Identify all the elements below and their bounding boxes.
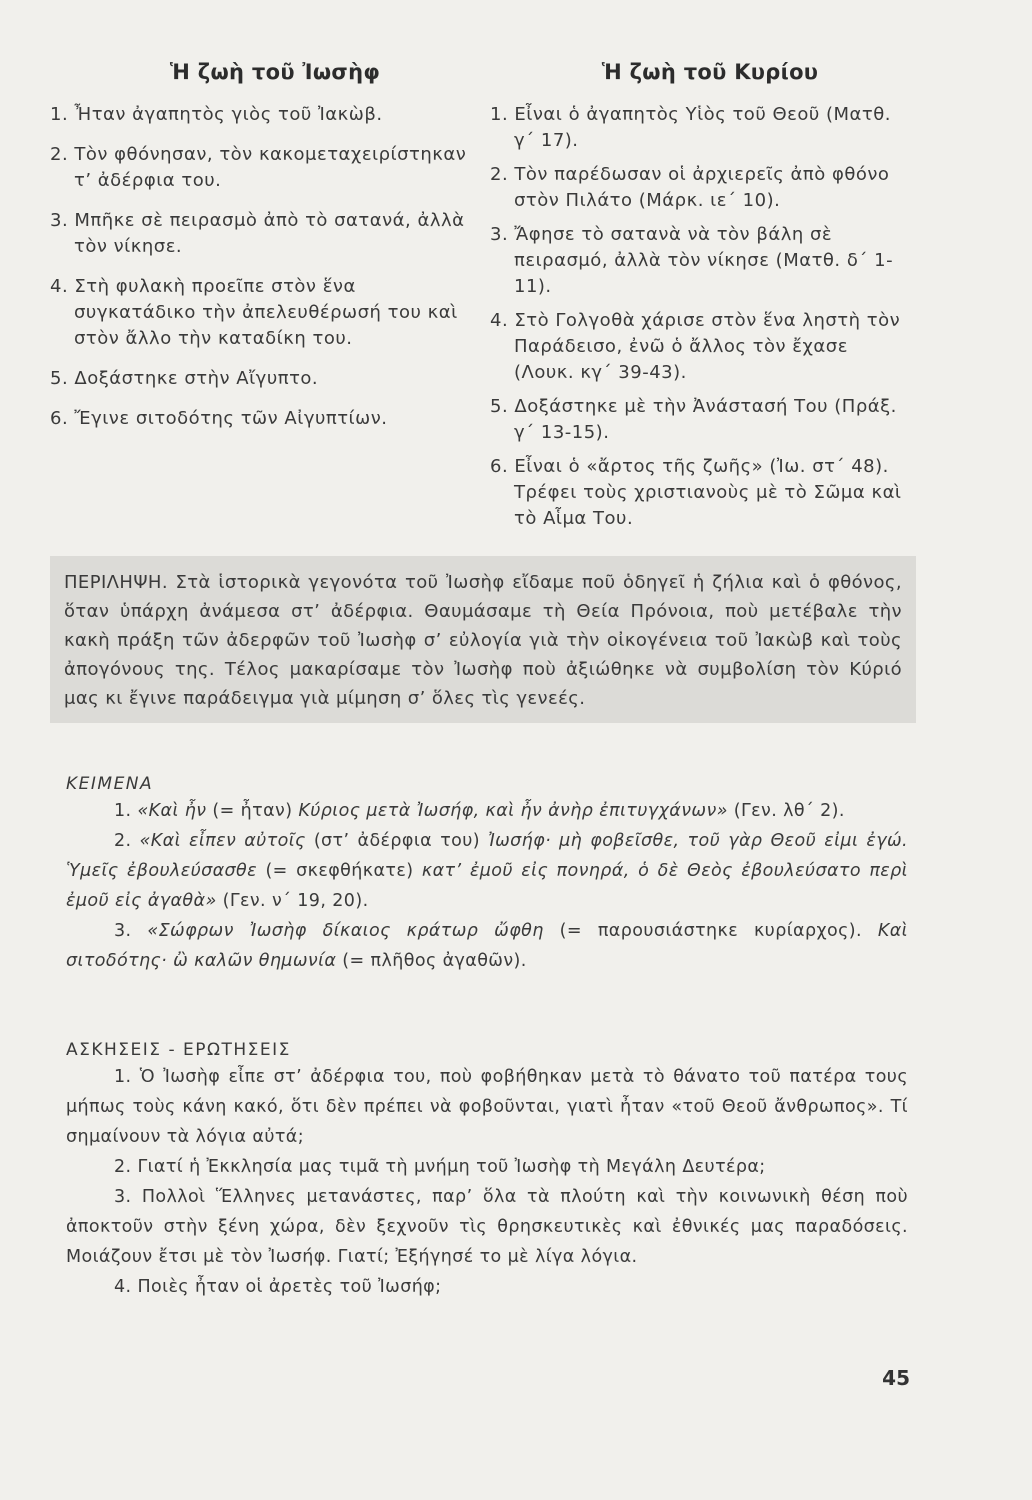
list-item: 3. Ἄφησε τὸ σατανὰ νὰ τὸν βάλη σὲ πειρασμό, ἀλλὰ τὸν νίκησε (Ματθ. δ΄ 1-11). — [490, 224, 894, 297]
lord-life-list — [490, 102, 910, 532]
texts-title: ΚΕΙΜΕΝΑ — [66, 774, 154, 794]
text-quote: Ἰωσήφ· μὴ φοβεῖσθε, τοῦ γὰρ Θεοῦ εἰμι ἐγώ. Ὑμεῖς ἐβουλεύσασθε — [66, 831, 908, 881]
texts-section — [66, 774, 908, 976]
text-gloss: (= πλῆθος ἀγαθῶν). — [336, 951, 527, 971]
text-number: 3. — [114, 921, 132, 941]
text-gloss: (= παρουσιάστηκε κυρίαρχος). — [543, 921, 878, 941]
list-item: 6. Ἔγινε σιτοδότης τῶν Αἰγυπτίων. — [50, 408, 388, 429]
text-item-2 — [66, 826, 908, 916]
list-item: 1. Εἶναι ὁ ἀγαπητὸς Υἱὸς τοῦ Θεοῦ (Ματθ. γ΄ 17). — [490, 104, 891, 151]
text-gloss: (= σκεφθήκατε) — [257, 861, 422, 881]
list-item: 4. Στὴ φυλακὴ προεῖπε στὸν ἕνα συγκατάδικο τὴν ἀπελευθέρωσή του καὶ στὸν ἄλλο τὴν καταδίκη του. — [50, 276, 458, 349]
text-number: 2. — [114, 831, 132, 851]
text-item-3 — [66, 916, 908, 976]
lord-life-title: Ἡ ζωὴ τοῦ Κυρίου — [601, 60, 819, 84]
page-number: 45 — [882, 1366, 910, 1390]
list-item: 4. Στὸ Γολγοθὰ χάρισε στὸν ἕνα ληστὴ τὸν Παράδεισο, ἐνῶ ὁ ἄλλος τὸν ἔχασε (Λουκ. κγ΄ 39-43). — [490, 310, 901, 383]
text-gloss: (στ’ ἀδέρφια του) — [305, 831, 489, 851]
joseph-life-column — [50, 60, 470, 446]
exercise-item: 4. Ποιὲς ἦταν οἱ ἀρετὲς τοῦ Ἰωσήφ; — [114, 1277, 442, 1297]
joseph-life-title: Ἡ ζωὴ τοῦ Ἰωσὴφ — [169, 60, 381, 84]
list-item: 2. Τὸν φθόνησαν, τὸν κακομεταχειρίστηκαν τ’ ἀδέρφια του. — [50, 144, 467, 191]
text-quote: «Καὶ ἦν — [137, 801, 207, 821]
list-item: 5. Δοξάστηκε στὴν Αἴγυπτο. — [50, 368, 319, 389]
text-quote: «Καὶ εἶπεν αὐτοῖς — [139, 831, 306, 851]
exercises-title: ΑΣΚΗΣΕΙΣ - ΕΡΩΤΗΣΕΙΣ — [66, 1040, 291, 1060]
summary-box: ΠΕΡΙΛΗΨΗ. Στὰ ἱστορικὰ γεγονότα τοῦ Ἰωσὴφ εἴδαμε ποῦ ὁδηγεῖ ἡ ζήλια καὶ ὁ φθόνος, ὅταν ὑπάρχη ἀνάμεσα στ’ ἀδέρφια. Θαυμάσαμε τὴ Θεία Πρόνοια, ποὺ μετέβαλε τὴν κακὴ πράξη τῶν ἀδερφῶν τοῦ Ἰωσὴφ σ’ εὐλογία γιὰ τὴν οἰκογένεια τοῦ Ἰακὼβ καὶ τοὺς ἀπογόνους της. Τέλος μακαρίσαμε τὸν Ἰωσὴφ ποὺ ἀξιώθηκε νὰ συμβολίση τὸν Κύριό μας κι ἔγινε παράδειγμα γιὰ μίμηση σ’ ὅλες τὶς γενεές. — [50, 556, 916, 723]
exercise-item: 2. Γιατί ἡ Ἐκκλησία μας τιμᾶ τὴ μνήμη τοῦ Ἰωσὴφ τὴ Μεγάλη Δευτέρα; — [114, 1157, 766, 1177]
lord-life-column — [490, 60, 910, 540]
exercise-item: 1. Ὁ Ἰωσὴφ εἶπε στ’ ἀδέρφια του, ποὺ φοβήθηκαν μετὰ τὸ θάνατο τοῦ πατέρα τους μήπως τοὺς κάνη κακό, ὅτι δὲν πρέπει νὰ φοβοῦνται, γιατὶ ἦταν «τοῦ Θεοῦ ἄνθρωπος». Τί σημαίνουν τὰ λόγια αὐτά; — [66, 1067, 908, 1147]
text-quote: κατ’ ἐμοῦ εἰς πονηρά, ὁ δὲ Θεὸς ἐβουλεύσατο περὶ ἐμοῦ εἰς ἀγαθὰ» — [66, 861, 908, 911]
exercises-section — [66, 1040, 908, 1302]
text-quote: Καὶ σιτοδότης· ὢ καλῶν θημωνία — [66, 921, 908, 971]
list-item: 2. Τὸν παρέδωσαν οἱ ἀρχιερεῖς ἀπὸ φθόνο στὸν Πιλάτο (Μάρκ. ιε΄ 10). — [490, 164, 890, 211]
text-item-1 — [66, 796, 908, 826]
text-gloss: (= ἦταν) — [206, 801, 299, 821]
text-number: 1. — [114, 801, 132, 821]
text-reference: (Γεν. λθ΄ 2). — [727, 801, 845, 821]
exercise-item: 3. Πολλοὶ Ἕλληνες μετανάστες, παρ’ ὅλα τὰ πλούτη καὶ τὴν κοινωνικὴ θέση ποὺ ἀποκτοῦν στὴν ξένη χώρα, δὲν ξεχνοῦν τὶς θρησκευτικὲς καὶ ἐθνικές μας παραδόσεις. Μοιάζουν ἔτσι μὲ τὸν Ἰωσήφ. Γιατί; Ἐξήγησέ το μὲ λίγα λόγια. — [66, 1187, 908, 1267]
list-item: 1. Ἦταν ἀγαπητὸς γιὸς τοῦ Ἰακὼβ. — [50, 104, 383, 125]
text-quote: Κύριος μετὰ Ἰωσήφ, καὶ ἦν ἀνὴρ ἐπιτυγχάνων» — [298, 801, 728, 821]
text-reference: (Γεν. ν΄ 19, 20). — [216, 891, 369, 911]
text-quote: «Σώφρων Ἰωσὴφ δίκαιος κράτωρ ὤφθη — [147, 921, 544, 941]
list-item: 3. Μπῆκε σὲ πειρασμὸ ἀπὸ τὸ σατανά, ἀλλὰ τὸν νίκησε. — [50, 210, 465, 257]
joseph-life-list — [50, 102, 470, 432]
list-item: 6. Εἶναι ὁ «ἄρτος τῆς ζωῆς» (Ἰω. στ΄ 48). Τρέφει τοὺς χριστιανοὺς μὲ τὸ Σῶμα καὶ τὸ Αἷμα Του. — [490, 456, 902, 529]
list-item: 5. Δοξάστηκε μὲ τὴν Ἀνάστασή Του (Πράξ. γ΄ 13-15). — [490, 396, 897, 443]
